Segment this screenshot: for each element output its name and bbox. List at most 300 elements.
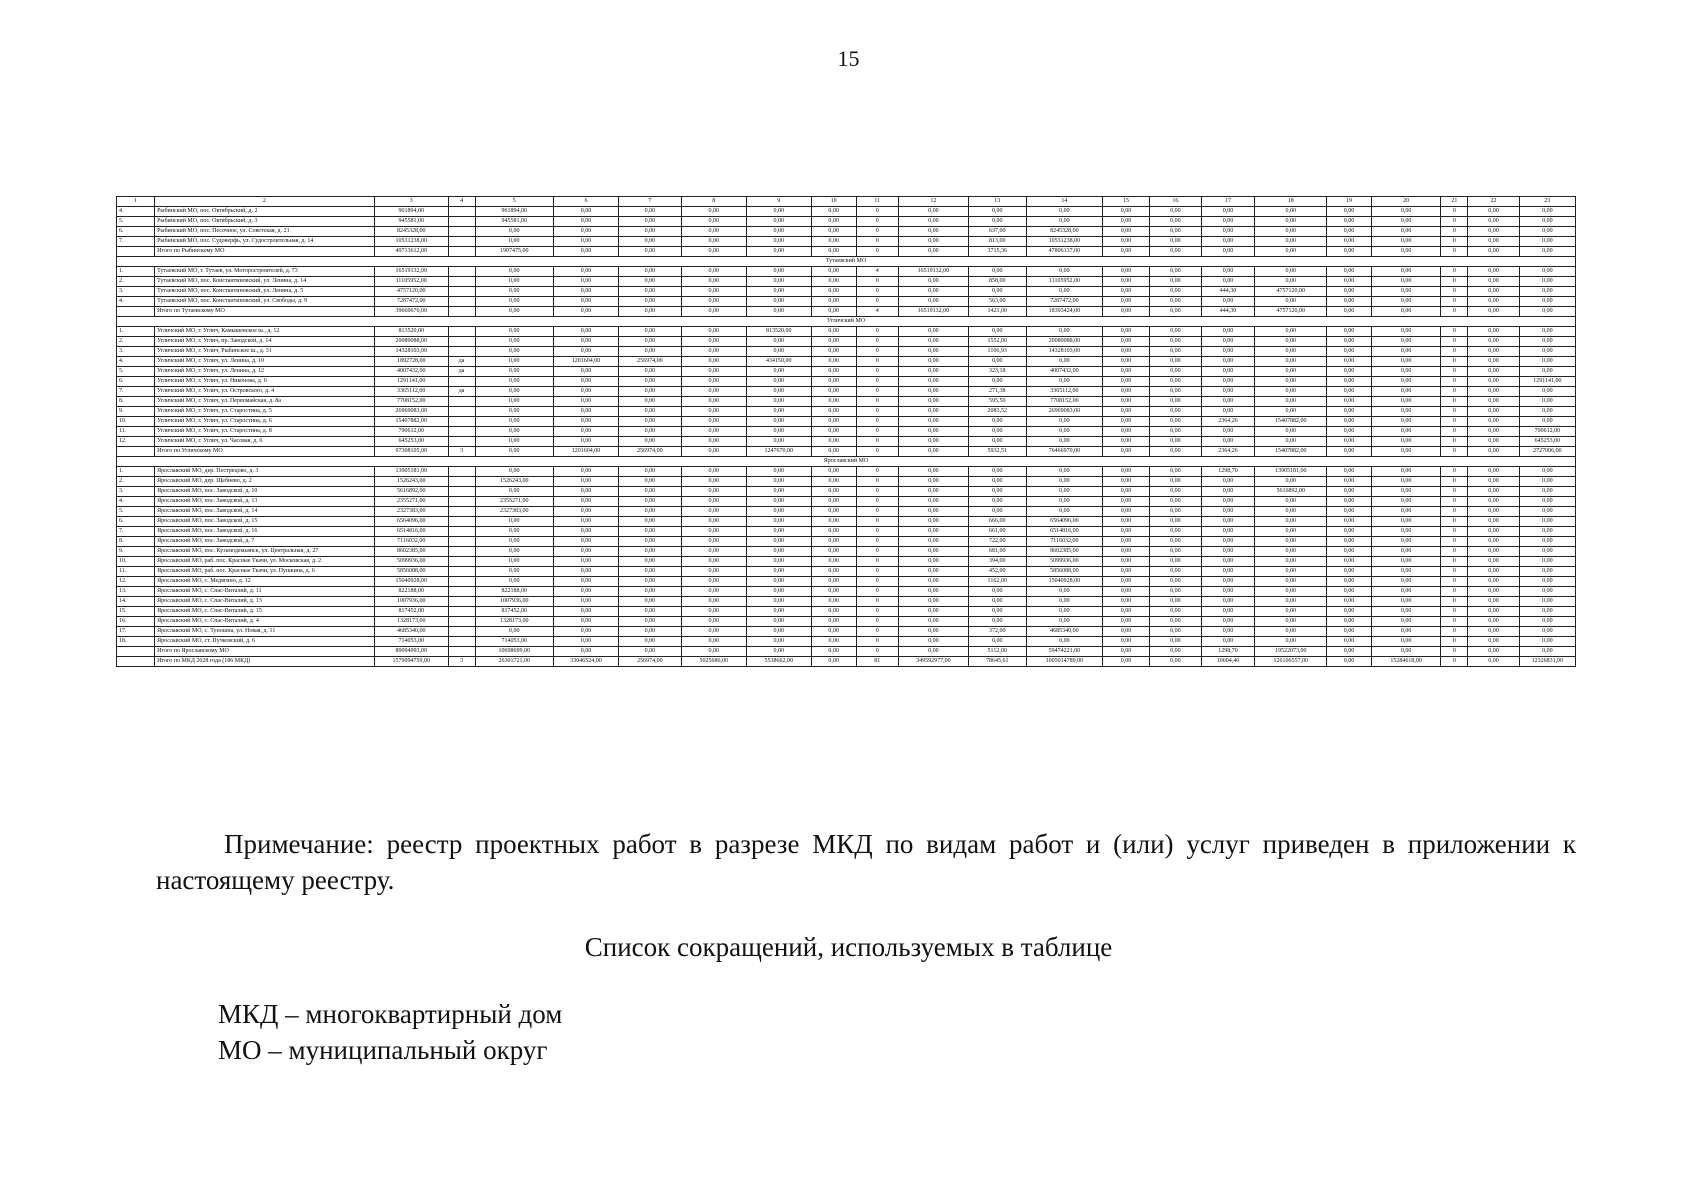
table-cell: 0 [1441,387,1468,397]
table-cell: 0,00 [1201,327,1255,337]
table-cell: 89094993,00 [374,647,448,657]
table-cell: 0,00 [1201,637,1255,647]
table-cell: 0,00 [618,607,681,617]
table-cell: 0,00 [1519,607,1575,617]
table-cell: 0,00 [681,557,746,567]
table-cell: 0,00 [681,627,746,637]
table-cell [448,637,475,647]
table-cell: 0,00 [1327,417,1372,427]
table-cell: 0,00 [899,357,968,367]
address-cell: Ярославский МО, с. Спас-Виталий, д. 11 [155,587,375,597]
table-cell: 2355271,00 [374,497,448,507]
table-cell: 0,00 [899,497,968,507]
table-cell: 0,00 [554,287,619,297]
table-cell: 0,00 [968,327,1026,337]
table-cell: 0,00 [554,477,619,487]
table-cell: 0,00 [899,617,968,627]
table-row [117,267,1576,277]
table-row [117,407,1576,417]
table-cell: 0,00 [746,487,811,497]
table-cell: 0 [1441,377,1468,387]
table-cell: 0,00 [618,277,681,287]
table-row [117,367,1576,377]
row-number-cell: 5. [117,367,155,377]
table-cell: 0,00 [1519,617,1575,627]
table-cell: 0,00 [618,217,681,227]
table-cell: 0,00 [1201,477,1255,487]
table-cell: 0,00 [1103,287,1150,297]
table-cell: 0,00 [618,297,681,307]
table-cell: 0,00 [899,587,968,597]
row-number-cell [117,647,155,657]
table-cell: 0,00 [746,337,811,347]
note-paragraph: Примечание: реестр проектных работ в разрезе МКД по видам работ и (или) услуг приведен в приложении к настоящему реестру. [156,829,1576,895]
table-cell: 0,00 [1103,637,1150,647]
table-cell: 0,00 [899,517,968,527]
table-cell: 7116032,00 [1026,537,1102,547]
table-cell: 0,00 [746,407,811,417]
table-cell: 0,00 [1255,477,1327,487]
table-cell: 0,00 [1026,417,1102,427]
table-cell: 0 [856,597,899,607]
table-cell: 0,00 [899,647,968,657]
address-cell: Тутаевский МО, пос. Константиновский, ул. Ленина, д. 14 [155,277,375,287]
table-cell: 0,00 [1201,367,1255,377]
table-cell: 0,00 [746,537,811,547]
row-number-cell: 13. [117,587,155,597]
table-cell: 47806137,00 [1026,247,1102,257]
table-cell: 0,00 [746,307,811,317]
table-cell [448,437,475,447]
table-cell: 4 [856,267,899,277]
table-cell: 595,50 [968,397,1026,407]
table-cell: 0,00 [1201,247,1255,257]
address-cell: Угличский МО, г. Углич, ул. Ленина, д. 12 [155,367,375,377]
row-number-cell: 12. [117,577,155,587]
table-cell: 0,00 [899,217,968,227]
table-cell: 0,00 [681,227,746,237]
table-cell: 126106557,00 [1255,657,1327,667]
table-cell: 0,00 [1201,437,1255,447]
table-cell [448,607,475,617]
column-header: 9 [746,197,811,207]
table-cell: 0,00 [554,597,619,607]
table-cell: 0,00 [811,437,856,447]
table-cell: 0,00 [1103,497,1150,507]
table-cell: 0,00 [1327,367,1372,377]
table-cell: 0,00 [475,447,553,457]
table-cell: 0,00 [1026,607,1102,617]
table-cell: 0,00 [1468,237,1520,247]
table-cell: 0,00 [968,417,1026,427]
table-cell: 0,00 [1468,477,1520,487]
table-cell: 0,00 [475,367,553,377]
table-cell: 5616892,00 [374,487,448,497]
table-cell: 0,00 [811,397,856,407]
table-cell: 0,00 [1468,627,1520,637]
address-cell: Рыбинский МО, пос. Октябрьский, д. 2 [155,207,375,217]
table-cell: 0,00 [1519,527,1575,537]
table-cell: 0 [1441,427,1468,437]
table-cell: 0 [856,567,899,577]
table-cell: 0,00 [1103,447,1150,457]
table-cell: 1291141,00 [374,377,448,387]
table-row [117,467,1576,477]
table-cell: 0,00 [1327,327,1372,337]
table-cell: 0,00 [1103,527,1150,537]
table-row [117,397,1576,407]
row-number-cell: 8. [117,537,155,547]
table-cell: 0,00 [1255,557,1327,567]
table-cell: 0,00 [618,467,681,477]
column-header: 12 [899,197,968,207]
table-cell: 0,00 [968,507,1026,517]
table-cell: 0,00 [1519,647,1575,657]
table-cell: 0,00 [618,557,681,567]
address-cell: Ярославский МО, раб. пос. Красные Ткачи, ул. Пушкина, д. 6 [155,567,375,577]
table-cell: 0,00 [811,447,856,457]
table-cell: 0,00 [681,367,746,377]
table-cell: 0,00 [618,567,681,577]
table-cell: 15040928,00 [1026,577,1102,587]
column-header: 2 [155,197,375,207]
table-row [117,547,1576,557]
table-cell: 0,00 [681,637,746,647]
table-cell: 0 [856,287,899,297]
table-cell: 0,00 [899,637,968,647]
table-cell: 0,00 [899,287,968,297]
table-cell: 0,00 [1468,377,1520,387]
table-cell: 0,00 [1371,607,1440,617]
table-cell: 0,00 [1468,227,1520,237]
table-cell: 0,00 [1201,497,1255,507]
table-cell: 0,00 [681,407,746,417]
table-cell: 0,00 [1371,247,1440,257]
table-cell: 0,00 [681,277,746,287]
address-cell: Ярославский МО, пос. Кузьмодемьянск, ул. Центральная, д. 27 [155,547,375,557]
table-cell: 0,00 [899,567,968,577]
table-row [117,297,1576,307]
table-cell: 0,00 [968,267,1026,277]
abbreviations-title: Список сокращений, используемых в таблице [584,932,1113,962]
address-cell: Ярославский МО, с. Спас-Виталий, д. 4 [155,617,375,627]
table-cell: 0,00 [1103,487,1150,497]
table-cell: 0,00 [475,277,553,287]
table-cell: 0 [1441,217,1468,227]
table-cell: 0,00 [554,407,619,417]
table-cell: 0,00 [811,487,856,497]
table-cell: 0,00 [475,627,553,637]
table-cell: 0,00 [1201,557,1255,567]
table-cell: 0,00 [811,327,856,337]
table-cell: 0,00 [968,287,1026,297]
table-row [117,417,1576,427]
column-header: 1 [117,197,155,207]
table-cell: 0,00 [811,357,856,367]
table-cell: 0 [856,507,899,517]
table-cell: 452,00 [968,567,1026,577]
table-cell: 0,00 [1026,217,1102,227]
table-cell: 0 [856,497,899,507]
table-cell: 0,00 [554,297,619,307]
row-number-cell: 16. [117,617,155,627]
table-cell: 0 [856,227,899,237]
table-cell: 0,00 [1371,207,1440,217]
table-body [117,207,1576,667]
table-cell: 0 [1441,537,1468,547]
table-cell: 0,00 [1150,437,1202,447]
table-cell: 0,00 [1519,207,1575,217]
row-number-cell [117,307,155,317]
table-cell: 0,00 [475,547,553,557]
table-cell: 0,00 [618,437,681,447]
table-cell: 0,00 [811,617,856,627]
table-cell: 0,00 [475,537,553,547]
table-cell: 0 [856,337,899,347]
table-cell: 0,00 [681,337,746,347]
table-cell: 0 [1441,547,1468,557]
table-cell: 26301721,00 [475,657,553,667]
table-cell: 0 [856,527,899,537]
row-number-cell: 14. [117,597,155,607]
table-cell: 4685340,00 [374,627,448,637]
table-cell: 0,00 [746,597,811,607]
table-cell: 0 [1441,527,1468,537]
table-cell: 0,00 [1371,337,1440,347]
table-cell: 0,00 [554,577,619,587]
table-cell: 6564096,00 [1026,517,1102,527]
table-cell: 0,00 [1327,497,1372,507]
table-cell: 0,00 [1327,577,1372,587]
table-cell: 0,00 [1371,567,1440,577]
table-cell: 0,00 [1150,397,1202,407]
table-cell: 0 [1441,227,1468,237]
table-cell: 0,00 [681,357,746,367]
table-cell: 0,00 [899,477,968,487]
table-cell: 0,00 [1327,207,1372,217]
table-cell: 0,00 [1371,267,1440,277]
abbreviations-list [218,996,562,1068]
table-cell: 3 [448,657,475,667]
table-cell: 78645,61 [968,657,1026,667]
row-number-cell: 9. [117,547,155,557]
table-cell: 0,00 [1371,387,1440,397]
table-cell: 0,00 [899,627,968,637]
total-row [117,647,1576,657]
table-cell: 0,00 [1519,497,1575,507]
table-cell: 0,00 [1519,217,1575,227]
table-cell: 0,00 [968,487,1026,497]
table-cell: 0,00 [746,437,811,447]
table-row [117,637,1576,647]
registry-table [116,196,1576,667]
table-cell: 0,00 [681,617,746,627]
address-cell: Угличский МО, г. Углич, ул. Старостина, д. 6 [155,417,375,427]
table-cell: 0,00 [1468,437,1520,447]
table-cell: 0 [856,377,899,387]
table-cell [448,467,475,477]
table-cell: 0,00 [1468,587,1520,597]
table-cell: 0,00 [618,347,681,357]
section-title: Ярославский МО [117,457,1576,467]
table-cell: 0,00 [746,377,811,387]
table-cell: 0,00 [475,307,553,317]
table-cell: 0,00 [1371,447,1440,457]
table-cell: 0,00 [1103,247,1150,257]
row-number-cell [117,247,155,257]
table-cell: 4757120,00 [374,287,448,297]
table-row [117,597,1576,607]
table-cell: 0,00 [1327,487,1372,497]
table-cell: 1298,70 [1201,467,1255,477]
table-cell: 0,00 [811,497,856,507]
table-row [117,477,1576,487]
table-cell: 0,00 [1519,387,1575,397]
row-number-cell: 3. [117,487,155,497]
table-cell: 0,00 [1026,467,1102,477]
table-cell: 0 [856,637,899,647]
table-cell: 0,00 [1371,397,1440,407]
table-cell: 0,00 [1255,277,1327,287]
table-cell: 0,00 [475,557,553,567]
table-cell: 0,00 [1201,567,1255,577]
table-cell: 0,00 [1519,237,1575,247]
table-cell: 0,00 [1327,477,1372,487]
table-cell: 0,00 [1519,567,1575,577]
address-cell: Ярославский МО, с. Спас-Виталий, д. 13 [155,597,375,607]
table-cell: 0,00 [1519,297,1575,307]
table-cell: 59474221,00 [1026,647,1102,657]
table-cell: 0,00 [1150,447,1202,457]
table-cell: 0,00 [1201,357,1255,367]
table-cell [448,237,475,247]
table-cell: 0,00 [1468,657,1520,667]
table-cell: 0,00 [554,247,619,257]
table-cell: 0,00 [618,267,681,277]
table-cell: 0,00 [1371,347,1440,357]
table-cell: 0,00 [1255,337,1327,347]
table-row [117,327,1576,337]
table-cell: 0,00 [746,557,811,567]
table-cell: 0 [1441,307,1468,317]
table-cell: 0 [1441,497,1468,507]
table-cell: 0,00 [1026,207,1102,217]
table-cell: 1201604,00 [554,447,619,457]
table-cell: 0,00 [1327,657,1372,667]
table-cell: 0 [1441,597,1468,607]
table-cell [448,507,475,517]
table-cell [448,427,475,437]
table-cell: 0,00 [746,547,811,557]
table-cell: 0,00 [1371,627,1440,637]
table-cell: 0,00 [1255,397,1327,407]
table-cell: 0,00 [1103,227,1150,237]
table-cell: 0,00 [475,437,553,447]
table-cell: 0,00 [1371,407,1440,417]
table-cell: 0 [856,427,899,437]
table-cell: 0,00 [1327,617,1372,627]
table-cell: 0,00 [1255,507,1327,517]
table-cell: 0,00 [1327,347,1372,357]
table-cell: 0,00 [811,537,856,547]
table-cell: 0,00 [811,637,856,647]
table-cell: 0,00 [746,347,811,357]
table-cell: 0,00 [1327,337,1372,347]
table-row [117,347,1576,357]
table-cell: 0 [1441,577,1468,587]
table-cell: 0,00 [1371,617,1440,627]
table-cell: 13905181,00 [1255,467,1327,477]
table-cell: 0,00 [475,267,553,277]
table-cell: 0,00 [1327,357,1372,367]
table-cell: 0 [856,357,899,367]
table-cell: 39669676,00 [374,307,448,317]
address-cell: Угличский МО, г. Углич, ул. Ленина, д. 10 [155,357,375,367]
table-cell: 0,00 [1327,277,1372,287]
table-cell: 0,00 [1150,267,1202,277]
table-cell: 0,00 [899,387,968,397]
table-cell: 15040928,00 [374,577,448,587]
address-cell: Ярославский МО, ст. Пучковский, д. 6 [155,637,375,647]
table-cell: 0,00 [1468,417,1520,427]
section-row [117,257,1576,267]
table-cell: 26969083,00 [374,407,448,417]
table-cell: 0,00 [1371,477,1440,487]
table-cell: 0,00 [475,397,553,407]
table-cell: 0,00 [475,287,553,297]
table-cell: 0,00 [899,557,968,567]
table-cell: 0,00 [1103,347,1150,357]
table-cell: 0,00 [1519,417,1575,427]
table-cell: 0,00 [681,527,746,537]
table-cell: 4 [856,307,899,317]
section-row [117,317,1576,327]
table-cell: 0,00 [1327,507,1372,517]
table-cell: 0,00 [1103,237,1150,247]
table-cell: 0,00 [618,597,681,607]
table-cell: 0,00 [1150,347,1202,357]
table-cell: 14328103,00 [1026,347,1102,357]
table-cell: 0,00 [1103,577,1150,587]
table-cell: 0,00 [618,487,681,497]
table-cell: 0,00 [899,427,968,437]
table-cell: 444,30 [1201,307,1255,317]
table-cell: 0,00 [968,497,1026,507]
table-cell: 0,00 [475,237,553,247]
table-cell: 20089088,00 [374,337,448,347]
table-cell: 0,00 [1327,607,1372,617]
table-cell: да [448,387,475,397]
column-header: 11 [856,197,899,207]
table-cell: 0,00 [899,367,968,377]
table-cell: 7287472,00 [374,297,448,307]
table-cell: 0,00 [1519,407,1575,417]
table-cell: 0,00 [811,267,856,277]
table-cell: 0,00 [1201,237,1255,247]
table-cell: 722,00 [968,537,1026,547]
table-cell: 0 [1441,607,1468,617]
table-cell: 0,00 [811,387,856,397]
table-cell: 0 [1441,557,1468,567]
table-cell: 0,00 [746,627,811,637]
table-cell: 4007432,00 [374,367,448,377]
table-row [117,237,1576,247]
table-cell: 0 [856,647,899,657]
table-cell: 0,00 [618,407,681,417]
table-cell: 0,00 [746,577,811,587]
table-cell: 0,00 [618,387,681,397]
table-cell: 0,00 [1255,517,1327,527]
